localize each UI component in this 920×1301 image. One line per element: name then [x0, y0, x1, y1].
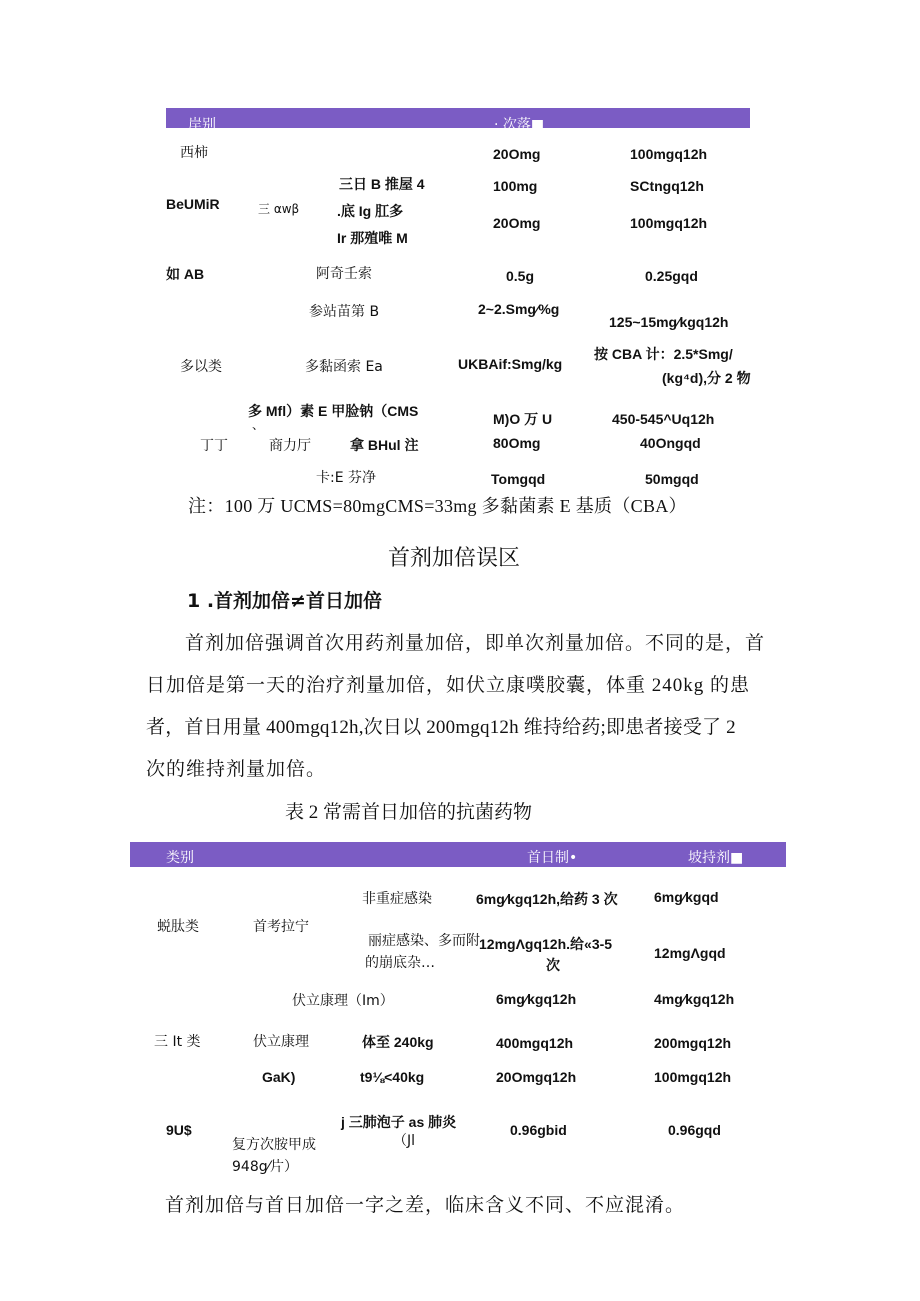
t2-cell: 6mg⁄kgqd: [654, 889, 719, 905]
table1-header-bar: [166, 108, 750, 128]
t1-cell: UKBAif:Smg/kg: [458, 356, 563, 372]
t2-cell: 0.96gqd: [668, 1122, 721, 1138]
t2-cell: 20Omgq12h: [496, 1069, 577, 1085]
t2-cell: 次: [546, 957, 560, 973]
t2-cell: （Jl: [393, 1133, 416, 1149]
t1-cell: 如 AB: [166, 266, 205, 282]
table1-header-dose: · 次落■: [494, 117, 545, 133]
t1-cell: 80Omg: [493, 435, 541, 451]
t1-cell: 多黏函索 Ea: [305, 359, 383, 375]
t1-cell: 丁丁: [200, 438, 228, 454]
table1-note: 注：100 万 UCMS=80mgCMS=33mg 多黏菌素 E 基质（CBA）: [188, 496, 687, 516]
section-title: 首剂加倍误区: [388, 546, 521, 571]
t2-cell: 6mg⁄kgq12h,给药 3 次: [476, 891, 618, 907]
t1-cell: 20Omg: [493, 215, 541, 231]
t2-cell: 6mg⁄kgq12h: [496, 991, 577, 1007]
t2-cell: 9U$: [166, 1122, 192, 1138]
t1-cell: 按 CBA 计：2.5*Smg/: [594, 346, 733, 362]
t1-cell: 100mg: [493, 178, 538, 194]
t1-cell: 三日 B 推屋 4: [339, 176, 425, 192]
t2-cell: 复方次胺甲成: [232, 1137, 316, 1153]
t1-cell: 0.25gqd: [645, 268, 698, 284]
t1-cell: 、: [252, 418, 265, 432]
paragraph-line: 首剂加倍强调首次用药剂量加倍，即单次剂量加倍。不同的是，首: [185, 633, 766, 654]
t2-cell: 4mg⁄kgq12h: [654, 991, 735, 1007]
t2-cell: 200mgq12h: [654, 1035, 732, 1051]
t1-cell: SCtngq12h: [630, 178, 704, 194]
subheading: 1 .首剂加倍≠首日加倍: [187, 590, 382, 612]
t1-cell: 20Omg: [493, 146, 541, 162]
paragraph-line: 次的维持剂量加倍。: [146, 759, 327, 780]
t2-cell: j 三肺泡子 as 肺炎: [341, 1114, 457, 1130]
t2-cell: 12mgΛgq12h.给«3-5: [479, 936, 613, 952]
t1-cell: 125~15mg⁄kgq12h: [609, 314, 729, 330]
t1-cell: BeUMiR: [166, 196, 220, 212]
table1-header-category: 岸别: [188, 117, 216, 133]
t1-cell: M)O 万 U: [493, 411, 553, 427]
t1-cell: 拿 BHul 注: [350, 437, 419, 453]
t1-cell: 100mgq12h: [630, 215, 708, 231]
t1-cell: 2~2.Smg⁄%g: [478, 301, 560, 317]
t1-cell: 西柿: [180, 145, 208, 161]
t1-cell: 100mgq12h: [630, 146, 708, 162]
table2-header-maintenance: 坡持剂■: [688, 850, 744, 866]
t1-cell: .底 Ig 肛多: [337, 203, 404, 219]
paragraph-line: 者，首日用量 400mgq12h,次日以 200mgq12h 维持给药;即患者接受了 2: [146, 717, 736, 738]
t2-cell: GaK): [262, 1069, 296, 1085]
table2-header-category: 类别: [166, 850, 194, 866]
t1-cell: 450-545^Uq12h: [612, 411, 715, 427]
t1-cell: 50mgqd: [645, 471, 699, 487]
t2-cell: 的崩底杂…: [365, 955, 435, 971]
t1-cell: 40Ongqd: [640, 435, 701, 451]
t2-cell: 首考拉宁: [253, 919, 309, 935]
t1-cell: 阿奇壬索: [316, 266, 372, 282]
t1-cell: 参站苗第 B: [309, 304, 380, 320]
t2-cell: 蜕肽类: [157, 919, 199, 935]
t2-cell: t9⅛<40kg: [360, 1069, 425, 1085]
t1-cell: 0.5g: [506, 268, 535, 284]
t2-cell: 100mgq12h: [654, 1069, 732, 1085]
t1-cell: 三 αwβ: [258, 202, 300, 216]
t2-cell: 非重症感染: [362, 891, 432, 907]
t2-cell: 400mgq12h: [496, 1035, 574, 1051]
t1-cell: 多以类: [180, 359, 222, 375]
t2-cell: 三 It 类: [154, 1034, 201, 1050]
paragraph-line: 日加倍是第一天的治疗剂量加倍，如伏立康噗胶囊，体重 240kg 的患: [146, 675, 751, 696]
t1-cell: Tomgqd: [491, 471, 546, 487]
t2-cell: 0.96gbid: [510, 1122, 567, 1138]
t2-cell: 伏立康理（Im）: [292, 993, 394, 1009]
t2-cell: 948g⁄片）: [232, 1159, 298, 1175]
t1-cell: 卡:E 芬净: [316, 470, 377, 486]
closing-line: 首剂加倍与首日加倍一字之差，临床含义不同、不应混淆。: [165, 1195, 686, 1216]
t2-cell: 体至 240kg: [362, 1034, 434, 1050]
table2-caption: 表 2 常需首日加倍的抗菌药物: [285, 802, 533, 823]
t1-cell: 多 Mfl）素 E 甲脸钠（CMS: [248, 403, 419, 419]
t1-cell: 商力厅: [269, 438, 311, 454]
t2-cell: 丽症感染、多而附: [368, 933, 480, 949]
t2-cell: 伏立康理: [253, 1034, 309, 1050]
t1-cell: Ir 那殖唯 M: [337, 230, 408, 246]
table2-header-first-day: 首日制•: [527, 850, 578, 866]
t1-cell: (kg⁴d),分 2 物: [662, 370, 751, 386]
t2-cell: 12mgΛgqd: [654, 945, 726, 961]
